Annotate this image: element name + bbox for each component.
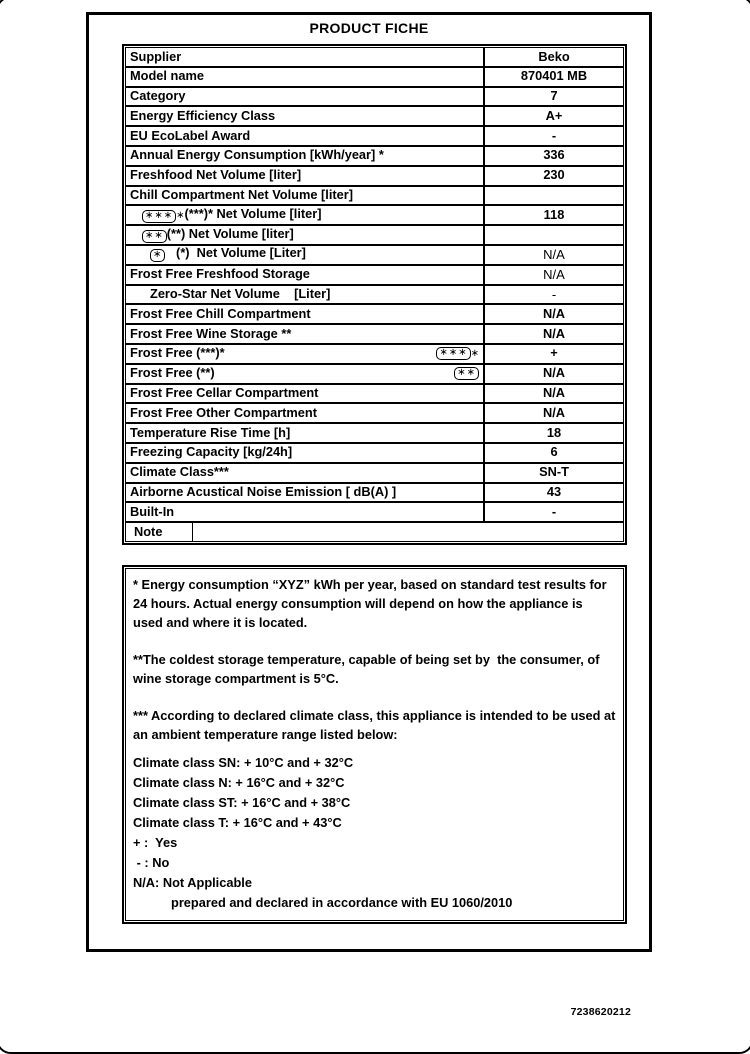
star-box-icon: ∗∗ — [142, 230, 167, 243]
property-cell — [125, 423, 484, 443]
page-border — [86, 12, 652, 952]
table-row — [125, 285, 624, 305]
property-cell — [125, 126, 484, 146]
property-cell — [125, 285, 484, 305]
value-cell: 870401 MB — [484, 67, 624, 87]
property-label: Frost Free Chill Compartment — [130, 305, 311, 321]
property-label: (**) Net Volume [liter] — [166, 225, 294, 241]
value-cell: N/A — [484, 384, 624, 404]
property-cell — [125, 245, 484, 265]
table-row — [125, 225, 624, 245]
table-row — [125, 186, 624, 206]
property-label: Frost Free Freshfood Storage — [130, 266, 310, 282]
star-rating-icon — [436, 347, 479, 360]
value-cell: Beko — [484, 47, 624, 67]
value-cell: SN-T — [484, 463, 624, 483]
note-label: Note — [130, 523, 193, 541]
document-code: 7238620212 — [570, 1006, 631, 1018]
note-row-cell — [125, 522, 624, 542]
property-cell-content — [130, 347, 479, 360]
spec-table — [125, 47, 624, 542]
property-label: Frost Free Cellar Compartment — [130, 385, 319, 401]
property-label: Supplier — [130, 48, 182, 64]
star-icon: ∗ — [470, 347, 479, 359]
value-cell: N/A — [484, 245, 624, 265]
note-paragraph: - : No — [133, 855, 170, 870]
table-row — [125, 106, 624, 126]
property-cell — [125, 483, 484, 503]
property-label: (***)* Net Volume [liter] — [184, 205, 322, 221]
property-cell — [125, 265, 484, 285]
note-row — [130, 523, 619, 541]
notes-box — [122, 565, 627, 924]
value-cell: A+ — [484, 106, 624, 126]
value-cell: + — [484, 344, 624, 364]
property-cell — [125, 186, 484, 206]
table-row — [125, 47, 624, 67]
note-paragraph: Climate class ST: + 16°C and + 38°C — [133, 795, 351, 810]
value-cell: 230 — [484, 166, 624, 186]
star-rating-icon — [142, 230, 167, 243]
property-label: Annual Energy Consumption [kWh/year] * — [130, 147, 384, 163]
property-cell — [125, 344, 484, 364]
table-row — [125, 67, 624, 87]
property-cell — [125, 443, 484, 463]
property-label: Frost Free (**) — [130, 365, 215, 381]
star-rating-icon — [454, 367, 479, 380]
value-cell: 18 — [484, 423, 624, 443]
table-row — [125, 166, 624, 186]
note-paragraph: Climate class SN: + 10°C and + 32°C — [133, 755, 354, 770]
table-row — [125, 146, 624, 166]
property-label: Temperature Rise Time [h] — [130, 424, 291, 440]
property-label: Freshfood Net Volume [liter] — [130, 167, 302, 183]
property-label: EU EcoLabel Award — [130, 127, 251, 143]
value-cell: 118 — [484, 205, 624, 225]
value-cell: N/A — [484, 324, 624, 344]
star-box-icon: ∗∗∗ — [142, 210, 176, 223]
star-icon: ∗ — [176, 210, 185, 222]
table-row — [125, 87, 624, 107]
note-paragraph: * Energy consumption “XYZ” kWh per year, based on standard test results for 24 hours. Actual energy consumption will depend on how the appliance is used and where it is located. — [133, 577, 611, 630]
property-label: Built-In — [130, 503, 175, 519]
property-cell — [125, 67, 484, 87]
table-row — [125, 324, 624, 344]
value-cell: - — [484, 502, 624, 522]
property-cell — [125, 47, 484, 67]
table-row — [125, 364, 624, 384]
table-row — [125, 344, 624, 364]
star-box-icon: ∗∗∗ — [436, 347, 470, 360]
value-cell: N/A — [484, 364, 624, 384]
property-cell — [125, 364, 484, 384]
star-rating-icon — [142, 210, 185, 223]
value-cell: N/A — [484, 265, 624, 285]
property-label: Model name — [130, 68, 204, 84]
product-fiche-table — [122, 44, 627, 545]
property-cell — [125, 502, 484, 522]
table-row — [125, 245, 624, 265]
star-box-icon: ∗ — [150, 249, 165, 262]
value-cell — [484, 186, 624, 206]
value-cell: N/A — [484, 403, 624, 423]
property-cell — [125, 166, 484, 186]
table-row — [125, 483, 624, 503]
table-row — [125, 205, 624, 225]
property-cell — [125, 106, 484, 126]
note-paragraph: **The coldest storage temperature, capable of being set by the consumer, of wine storage compartment is 5°C. — [133, 652, 604, 686]
note-paragraph: N/A: Not Applicable — [133, 875, 252, 890]
property-label: Climate Class*** — [130, 464, 229, 480]
notes-content — [125, 568, 624, 921]
property-cell — [125, 463, 484, 483]
page-title: PRODUCT FICHE — [309, 20, 429, 36]
property-label: (*) Net Volume [Liter] — [165, 245, 306, 261]
property-label: Frost Free Other Compartment — [130, 404, 318, 420]
property-label: Freezing Capacity [kg/24h] — [130, 444, 293, 460]
property-label: Frost Free (***)* — [130, 345, 225, 361]
table-row — [125, 265, 624, 285]
value-cell: 7 — [484, 87, 624, 107]
value-cell: 336 — [484, 146, 624, 166]
property-cell — [125, 324, 484, 344]
property-cell — [125, 146, 484, 166]
note-paragraph: Climate class T: + 16°C and + 43°C — [133, 815, 342, 830]
property-label: Airborne Acustical Noise Emission [ dB(A) ] — [130, 484, 397, 500]
property-cell — [125, 403, 484, 423]
table-row — [125, 463, 624, 483]
table-row — [125, 443, 624, 463]
property-cell-content — [130, 367, 479, 380]
note-paragraph: *** According to declared climate class, this appliance is intended to be used at an ambient temperature range listed below: — [133, 708, 619, 742]
table-row — [125, 403, 624, 423]
property-cell — [125, 205, 484, 225]
property-cell — [125, 384, 484, 404]
value-cell: - — [484, 126, 624, 146]
table-row — [125, 502, 624, 522]
value-cell: N/A — [484, 304, 624, 324]
property-cell — [125, 304, 484, 324]
property-label: Category — [130, 88, 186, 104]
table-row — [125, 522, 624, 542]
property-cell — [125, 87, 484, 107]
star-box-icon: ∗∗ — [454, 367, 479, 380]
property-cell — [125, 225, 484, 245]
value-cell: - — [484, 285, 624, 305]
table-row — [125, 126, 624, 146]
value-cell: 43 — [484, 483, 624, 503]
property-label: Chill Compartment Net Volume [liter] — [130, 187, 354, 203]
property-label: Energy Efficiency Class — [130, 107, 276, 123]
table-row — [125, 384, 624, 404]
note-paragraph: Climate class N: + 16°C and + 32°C — [133, 775, 345, 790]
table-row — [125, 423, 624, 443]
star-rating-icon — [150, 249, 165, 262]
property-label: Frost Free Wine Storage ** — [130, 325, 292, 341]
property-label: Zero-Star Net Volume [Liter] — [150, 286, 331, 302]
value-cell — [484, 225, 624, 245]
note-paragraph: prepared and declared in accordance with EU 1060/2010 — [171, 895, 513, 910]
value-cell: 6 — [484, 443, 624, 463]
table-row — [125, 304, 624, 324]
note-paragraph: + : Yes — [133, 835, 178, 850]
